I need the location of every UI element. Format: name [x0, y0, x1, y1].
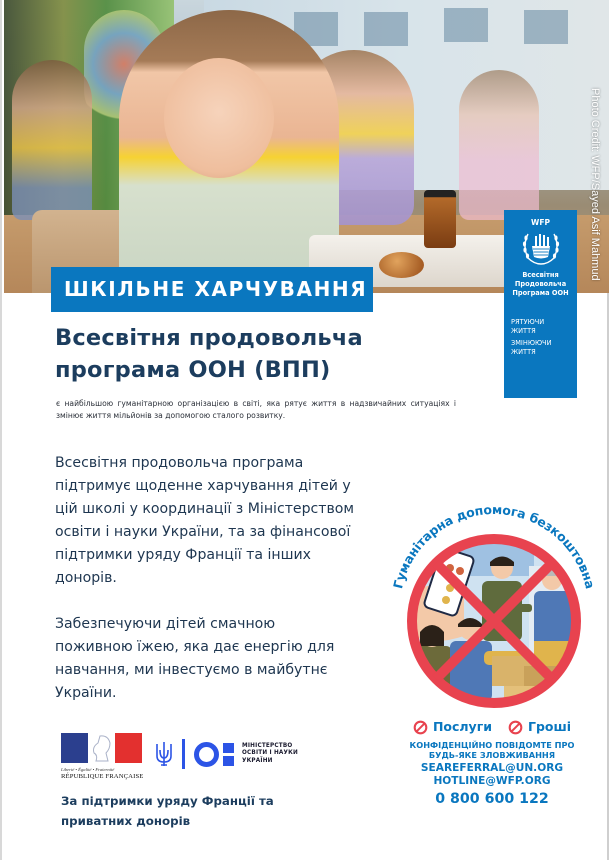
support-line: За підтримки уряду Франції та: [61, 794, 274, 808]
abuse-report-block: [392, 717, 592, 809]
hotline-phone[interactable]: 0 800 600 122: [435, 791, 549, 807]
wfp-name: [504, 271, 577, 298]
marianne-icon: [88, 733, 115, 763]
photo-girl-face: [164, 58, 274, 178]
wfp-slogan-line: ЖИТТЯ: [511, 327, 536, 335]
ministry-name: [242, 743, 298, 766]
ukraine-trident-icon: [154, 740, 174, 768]
republique-francaise-logo: [61, 733, 145, 783]
photo-bun: [379, 252, 424, 278]
photo-boy: [12, 60, 92, 220]
body-line: навчання, ми інвестуємо в майбутнє: [55, 662, 328, 678]
report-abuse-text: [392, 740, 592, 760]
prohibited-icon: [413, 720, 428, 735]
body-text: [55, 452, 375, 705]
wfp-acronym: WFP: [531, 218, 550, 227]
free-aid-arc-text: Гуманітарна допомога безкоштовна: [390, 501, 598, 591]
ministry-line: УКРАЇНИ: [242, 757, 273, 764]
wfp-badge: [504, 210, 577, 398]
mon-mark-icon: [194, 742, 234, 767]
body-line: Забезпечуючи дітей смачною: [55, 616, 276, 632]
body-line: підтримує щоденне харчування дітей у: [55, 478, 351, 494]
email-hotline-link[interactable]: HOTLINE@WFP.ORG: [433, 775, 551, 787]
free-aid-badge: [384, 496, 604, 711]
wfp-name-line: Всесвітня: [522, 271, 559, 279]
photo-poster: [444, 8, 488, 42]
prohibition-illustration-icon: [384, 496, 604, 711]
wfp-emblem-icon: [518, 228, 564, 266]
no-services-item: [413, 717, 492, 737]
ministry-line: МІНІСТЕРСТВО: [242, 742, 293, 749]
body-line: поживною їжею, яка дає енергію для: [55, 639, 335, 655]
no-money-label: Гроші: [528, 719, 572, 734]
body-line: цій школі у координації з Міністерством: [55, 501, 355, 517]
logo-divider: [182, 739, 185, 769]
no-payment-row: [392, 717, 592, 737]
body-line: Всесвітня продовольча програма: [55, 455, 304, 471]
no-money-item: [508, 717, 571, 737]
wfp-slogan-line: ЗМІНЮЮЧИ: [511, 339, 552, 347]
email-searefferal-link[interactable]: SEAREFERRAL@UN.ORG: [420, 762, 564, 774]
wfp-slogan: [504, 318, 577, 357]
photo-juice-jar: [424, 190, 456, 248]
body-paragraph-support: [55, 452, 375, 590]
photo-poster: [364, 12, 408, 46]
ministry-education-logo: [154, 736, 364, 772]
body-line: підтримки уряду Франції та інших: [55, 547, 311, 563]
prohibited-icon: [508, 720, 523, 735]
french-flag-icon: [61, 733, 142, 763]
no-services-label: Послуги: [432, 719, 492, 734]
page-title: [55, 322, 455, 386]
photo-credit: Photo Credit: WFP/Sayed Asif Mahmud: [589, 88, 601, 281]
photo-girl-background: [459, 70, 539, 220]
school-meals-banner: ШКІЛЬНЕ ХАРЧУВАННЯ: [51, 267, 373, 312]
body-line: освіти і науки України, та за фінансової: [55, 524, 351, 540]
body-line: України.: [55, 685, 117, 701]
france-name: RÉPUBLIQUE FRANÇAISE: [61, 773, 144, 780]
body-line: донорів.: [55, 570, 117, 586]
ministry-line: ОСВІТИ І НАУКИ: [242, 750, 298, 757]
support-line: приватних донорів: [61, 814, 191, 828]
mon-squares-icon: [223, 743, 234, 766]
body-paragraph-investment: [55, 613, 375, 705]
wfp-name-line: Продовольча: [514, 280, 567, 288]
report-line: БУДЬ-ЯКЕ ЗЛОВЖИВАННЯ: [428, 750, 556, 760]
title-line: програма ООН (ВПП): [55, 357, 331, 383]
wfp-slogan-line: ЖИТТЯ: [511, 348, 536, 356]
wfp-description: є найбільшою гуманітарною організацією в світі, яка рятує життя в надзвичайних ситуаціях і змінює життя мільйонів за допомогою сталого розвитку.: [56, 399, 456, 420]
support-statement: [61, 791, 321, 831]
wfp-name-line: Програма ООН: [512, 289, 569, 297]
title-line: Всесвітня продовольча: [55, 325, 363, 351]
mon-ring-icon: [194, 742, 219, 767]
wfp-slogan-line: РЯТУЮЧИ: [511, 318, 545, 326]
france-motto: Liberté • Égalité • Fraternité: [61, 767, 115, 772]
photo-poster: [524, 10, 568, 44]
report-line: КОНФІДЕНЦІЙНО ПОВІДОМТЕ ПРО: [409, 740, 575, 750]
